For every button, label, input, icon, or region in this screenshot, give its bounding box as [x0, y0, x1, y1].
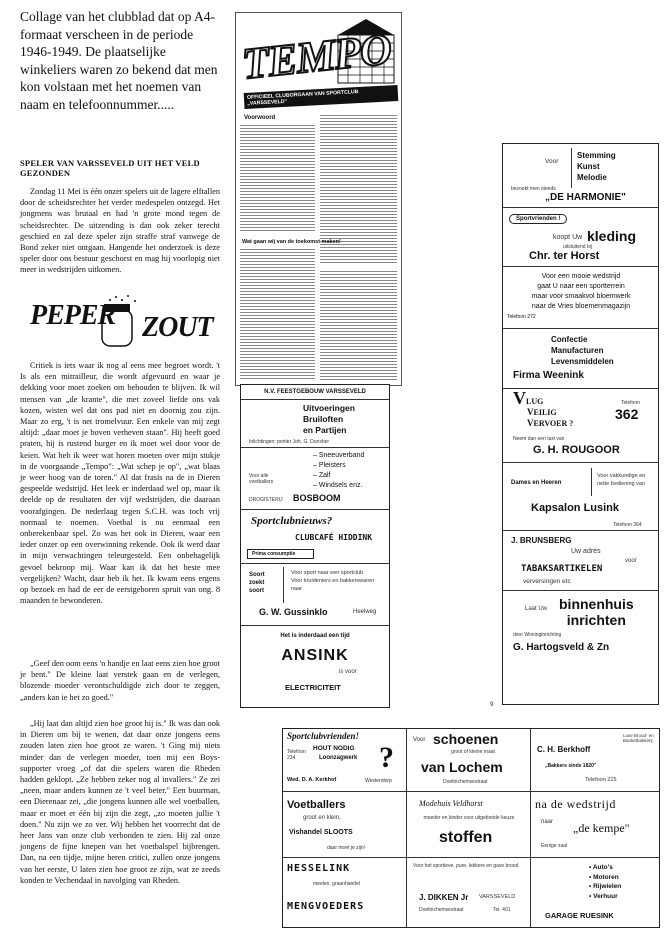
ad-label: is voor — [339, 669, 357, 675]
ad-dikken-name: J. DIKKEN Jr — [419, 893, 469, 902]
ad-label: koopt Uw — [553, 234, 583, 241]
peper-zout-logo — [30, 292, 213, 350]
ad-horst-name: Chr. ter Horst — [529, 250, 600, 262]
ad-small-text: Telefoon 364 — [613, 522, 642, 528]
ad-feestgebouw-list: Uitvoeringen Bruiloften en Partijen — [303, 403, 355, 435]
ad-hiddink-tag: Sportclubnieuws? — [251, 515, 333, 527]
ad-rougoor-vvv: VLUG VEILIG VERVOER ? — [513, 388, 574, 428]
ad-small-text: Voor het sportieve, pure, lekkere en gave brood — [413, 863, 519, 869]
ad-small-text: door Woninginrichting — [513, 632, 562, 638]
ad-hiddink-name: CLUBCAFÉ HIDDINK — [295, 533, 373, 542]
ads-column-middle — [240, 384, 390, 708]
intro-text: Collage van het clubblad dat op A4-formaat verscheen in de periode 1946-1949. De plaatselijke winkeliers waren zo bekend dat men kon volstaan met het noemen van naam en telefoonnummer..... — [20, 9, 218, 112]
ad-hartogsveld-name: G. Hartogsveld & Zn — [513, 642, 610, 653]
tempo-text-column — [240, 123, 315, 233]
ad-small-text: „Bakkers sinds 1820" — [545, 763, 597, 769]
ad-vanlochem-schoenen: schoenen — [433, 731, 499, 747]
ad-label: Voor alle voetballers — [249, 473, 274, 485]
zout-word: ZOUT — [142, 312, 213, 343]
ad-berkhoff-name: C. H. Berkhoff — [537, 745, 591, 754]
ad-small-text: Doetinchemsestraat — [443, 779, 488, 785]
ad-hartogsveld-headline: binnenhuis inrichten — [559, 596, 634, 628]
article-body: Zondag 11 Mei is één onzer spelers uit de lagere elftallen door de scheidsrechter het verder medespelen ontzegd. Het jongmens was brutaal en had 'n grote mond tegen de scheidsrechter. De uitzending is dan ook zeker terecht geschied en zal deze speler zijn straffe straf vanwege de Bond zeker niet ontgaan. Hangende het onderzoek is deze speler door ons bestuur geschorst en mag hij voorlopig niet meer in wedstrijden uitkomen. — [20, 187, 220, 275]
ad-feestgebouw-header: N.V. FEESTGEBOUW VARSSEVELD — [264, 389, 366, 395]
critiek-paragraph-2: „Geef den oom eens 'n handje en laat eens zien hoe groot je bent." De kleine laat verstek gaan en de verlegen, blozende moeder verontschuldigde zich door te zeggen, „anders kan ie het zo goed." — [20, 659, 220, 702]
ad-harmonie — [503, 144, 658, 204]
ad-small-text: Tel. 401 — [493, 907, 511, 913]
tempo-masthead — [236, 13, 401, 113]
ad-gussinklo-text: Voor sport naar een sportclub Voor kruideniers en bakkerswaren naar — [291, 570, 375, 592]
ad-ruesink-list: • Auto's • Motoren • Rijwielen • Verhuur — [589, 864, 622, 900]
ad-sloots-name: Vishandel SLOOTS — [289, 829, 353, 836]
ad-kerkhof-loonzag: Loonzagwerk — [319, 755, 358, 761]
ad-kerkhof-tag: Sportclubvrienden! — [287, 731, 360, 741]
ad-small-text: Telefoon 234 — [287, 749, 306, 761]
ad-small-text: meelen, graanhandel — [313, 881, 360, 887]
ad-label: voor — [625, 558, 637, 564]
ad-small-text: daar moet je zijn! — [327, 845, 366, 851]
ad-veldhorst-name: Modehuis Veldhorst — [419, 799, 483, 808]
ad-small-text: Westendorp — [365, 778, 392, 784]
ad-label: Voor — [545, 158, 559, 165]
ad-small-text: Neem dan een taxi van — [513, 436, 565, 442]
ad-weenink-name: Firma Weenink — [513, 370, 584, 381]
ad-label: verversingen etc — [523, 578, 571, 585]
ad-bosboom-list: – Sneeuverband – Pleisters – Zalf – Windsels enz. — [313, 452, 365, 489]
ad-small-text: bezoekt men steeds — [511, 186, 556, 192]
critiek-paragraph-1: Critiek is iets waar ik nog al eens mee begroet wordt. 't Is als een mitrailleur, die wordt afgevuurd en waar je dekking voor moet zoeken om behouden te blijven. Ik wil mensen van „de krante", die met zoveel liefde ons vak kozen, wisten wel dat ons pad niet en doornig zou zijn. Maar zo erg, 't is net tromelvuur. Een enkele van mij zegt altijd: „daar moet je boven verheven staan". Hij heeft goed praten, hij is rustend burger en ik moet wel door voor de keien. Wat heb ik weer wat horen moeten over mijn stukje in de voorgaande „Tempo": „Wat schep je op", „wat blaas je weer hoog van de toren." Al dat frasis na de in Dieren gespeelde wedstrijd. Het leek er inderdaad wel op, maar ik deelde op de resultaten der vijf wedstrijden, die daaraan voorafgingen. De nederlaag tegen S.C.H. was toch vrij normaal te noemen. Voetbal is nu eenmaal een onberekenbaar spel. Zo was het ook in Dieren, waar een ieder onzer op een overwinning rekende. Ook ik werd daar in mijn verwachtingen teleurgesteld. Een onbehagelijk gevoel bekroop mij. Waar kan ik dat het beste mee vergelijken? Wacht, daar heb ik het. Ik kwam eens ergens op bezoek en had de eer de eerstgeboren spruit van ong. 8 maanden te bewonderen. — [20, 361, 220, 606]
tempo-section-voorwoord: Voorwoord — [244, 115, 276, 121]
ad-label: groot en klein, — [303, 815, 341, 821]
ad-small-text: uitsluitend bij — [563, 244, 592, 250]
page-number: 9 — [490, 702, 494, 708]
ad-kerkhof-hout: HOUT NODIG — [313, 745, 355, 752]
peper-word: PEPER — [30, 300, 116, 331]
article-title: SPELER VAN VARSSEVELD UIT HET VELD GEZONDEN — [20, 158, 200, 178]
ad-veldhorst-stoffen: stoffen — [439, 829, 493, 846]
ad-ansink-electriciteit: ELECTRICITEIT — [285, 683, 341, 692]
ad-small-text: Telefoon 215 — [585, 777, 617, 783]
ad-label: naar — [541, 819, 554, 825]
ad-sloots-voetballers: Voetballers — [287, 799, 346, 811]
ad-gussinklo-name: G. W. Gussinklo — [259, 607, 328, 617]
tempo-text-column — [320, 269, 397, 381]
ad-small-text: groot of kleine maat — [451, 749, 495, 755]
ad-small-text: Eenige zaal — [541, 843, 568, 849]
ad-weenink-list: Confectie Manufacturen Levensmiddelen — [551, 335, 614, 366]
ad-tabaksartikelen: TABAKSARTIKELEN — [521, 564, 603, 574]
ad-label: Uw adres — [571, 548, 601, 555]
ad-harmonie-name: „DE HARMONIE" — [545, 192, 626, 203]
tempo-front-page — [235, 12, 402, 386]
ad-small-text: moeder en kinder voor uitgebreide keuze — [423, 815, 515, 821]
ad-vries: Voor een mooie wedstrijd gaat U naar een sportterrein maar voor smaakvol bloemwerk naar de Vries bloemenmagazijn Telefoon 272 — [507, 273, 631, 320]
ad-small-text: Telefoon — [621, 400, 640, 406]
ad-kempe-name: „de kempe" — [573, 821, 630, 835]
ad-kerkhof-name: Wed. D. A. Kerkhof — [287, 777, 337, 783]
ads-column-right — [502, 143, 659, 705]
ad-gussinklo-soort: Soort zoekt soort — [249, 572, 265, 594]
ad-lusink-small: Voor vakkundige en nette bediening van — [597, 473, 646, 487]
ad-lusink-dames: Dames en Heeren — [511, 480, 562, 486]
ads-grid-bottom — [282, 728, 660, 928]
ad-ansink-name: ANSINK — [281, 647, 349, 664]
question-mark-icon: ? — [379, 741, 394, 774]
ad-ruesink-name: GARAGE RUESINK — [545, 911, 614, 920]
ad-bosboom-name: BOSBOOM — [293, 493, 341, 503]
ad-hesselink-name: HESSELINK — [287, 863, 351, 874]
ad-hesselink-mengvoeders: MENGVOEDERS — [287, 901, 365, 912]
ad-ansink-line: Het is inderdaad een tijd — [280, 633, 350, 639]
ad-tag: Sportvrienden ! — [509, 214, 567, 224]
tempo-logo: TEMPO — [239, 24, 394, 89]
ad-kleding: kleding — [587, 228, 637, 244]
tempo-text-column — [240, 247, 315, 381]
tempo-section-toekomst: Wat gaan wij van de toekomst maken! — [242, 239, 341, 245]
ad-small-text: Doetinchemsestraat — [419, 907, 464, 913]
ad-rougoor-number: 362 — [615, 406, 639, 422]
ad-small-text: Inlichtingen: portier Joh. G. Dunsher — [249, 439, 330, 445]
ad-ter-horst — [503, 208, 658, 264]
ad-harmonie-list: Stemming Kunst Melodie — [577, 151, 616, 182]
ad-small-text: DROGISTERIJ — [249, 497, 283, 503]
ad-rougoor-name: G. H. ROUGOOR — [533, 444, 620, 456]
tempo-subtitle: OFFICIEEL CLUBORGAAN VAN SPORTCLUB „VARSSEVELD" — [244, 85, 399, 109]
ad-small-text: VARSSEVELD — [479, 894, 516, 900]
ad-label: Laat Uw — [525, 606, 548, 612]
ad-hiddink-sub: Prima consumptie — [247, 549, 314, 559]
ad-vanlochem-name: van Lochem — [421, 759, 503, 775]
ad-kempe-headline: na de wedstrijd — [535, 797, 616, 811]
ad-lusink-name: Kapsalon Lusink — [531, 502, 620, 514]
ad-small-text: Luxe Brood- en Banketbakkerij — [623, 733, 654, 743]
critiek-paragraph-3: „Hij laat dan altijd zien hoe groot hij is." Ik was dan ook in Dieren om bij te wenen, dat daar onze jongens eens zouden laten zien hoe groot ze waren. 't Ging mij niets minder dan de verlegen moeder, toen mij een Boys-supporter vroeg „of dat die spelers waren die Rheden hadden geklopt. „Ze hebben zeker nog al invallers." Ze zei „neen, maar anders kunnen ze 't veel beter." Een buurman, een Dierenaar zei, „die jongens kunnen alle wel voetballen, maar er moet er één bij zijn die zegt, „zo moeten jullie 't doen." Nu zijn we zo ver. Wij hebben het voorrecht dat de heer Jans van onze club verbonden te zien. Hij zal onze jongens de fijne knepen van het voetbalspel bijbrengen. Dan, na een tijdje, mijne heren critici, zullen onze jongens van het eerste, U laten zien hoe groot ze zijn, wat ze zeeds konden te Vechendaal in navolging van Rheden. — [20, 719, 220, 885]
ad-brunsberg-name: J. BRUNSBERG — [511, 536, 572, 545]
ad-small-text: Heelweg — [353, 609, 377, 615]
ad-label: Voor — [413, 737, 426, 743]
